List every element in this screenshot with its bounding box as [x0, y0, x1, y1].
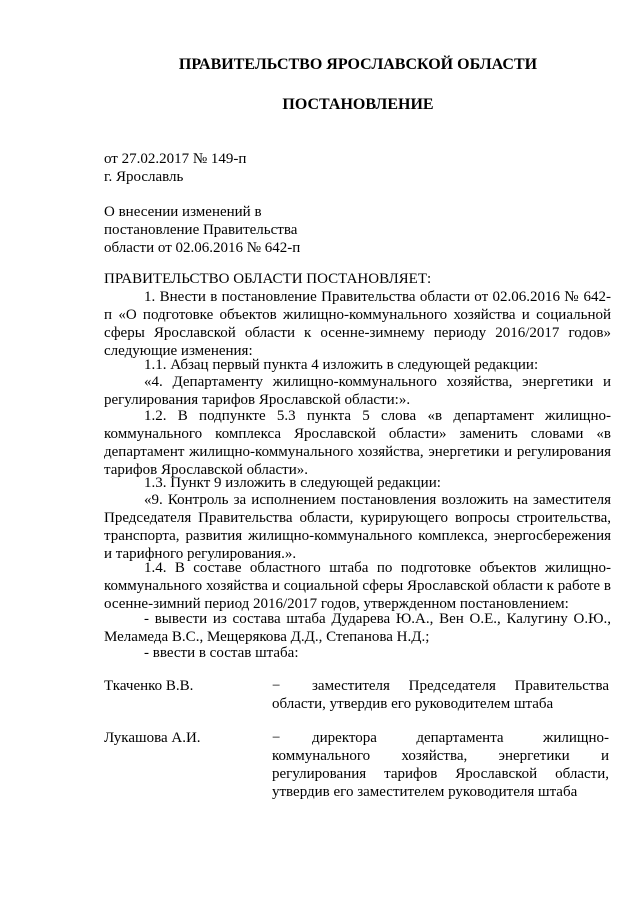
government-heading: ПРАВИТЕЛЬСТВО ЯРОСЛАВСКОЙ ОБЛАСТИ [178, 56, 538, 73]
paragraph-1: 1. Внести в постановление Правительства области от 02.06.2016 № 642-п «О подготовке объектов жилищно-коммунального хозяйства и социальной сферы Ярославской области к осенне-зимнему периоду 2016/2017 годов» следующие изменения: [104, 289, 611, 359]
date-number: от 27.02.2017 № 149-п [104, 151, 247, 167]
member-dash-1: − [272, 678, 281, 694]
paragraph-1-1: 1.1. Абзац первый пункта 4 изложить в следующей редакции: [144, 357, 539, 373]
member-name-2: Лукашова А.И. [104, 730, 201, 746]
remove-members: - вывести из состава штаба Дударева Ю.А., Вен О.Е., Калугину О.Ю., Меламеда В.С., Мещерякова Д.Д., Степанова Н.Д.; [104, 611, 611, 645]
document-type-heading: ПОСТАНОВЛЕНИЕ [282, 96, 434, 113]
member-name-1: Ткаченко В.В. [104, 678, 194, 694]
add-members: - ввести в состав штаба: [144, 645, 299, 661]
paragraph-1-4: 1.4. В составе областного штаба по подготовке объектов жилищно-коммунального хозяйства и социальной сферы Ярославской области к работе в осенне-зимний период 2016/2017 годов, утвержденном постановлением: [104, 560, 611, 612]
paragraph-1-1-text: «4. Департаменту жилищно-коммунального хозяйства, энергетики и регулирования тарифов Ярославской области:». [104, 374, 611, 408]
subject-line-2: постановление Правительства [104, 222, 298, 238]
city: г. Ярославль [104, 169, 184, 185]
member-dash-2: − [272, 730, 281, 746]
subject-line-3: области от 02.06.2016 № 642-п [104, 240, 301, 256]
paragraph-1-3: 1.3. Пункт 9 изложить в следующей редакции: [144, 475, 441, 491]
paragraph-1-3-text: «9. Контроль за исполнением постановления возложить на заместителя Председателя Правительства области, курирующего вопросы строительства, транспорта, развития жилищно-коммунального комплекса, энергосбережения и тарифного регулирования.». [104, 492, 611, 562]
member-role-1: заместителя Председателя Правительства области, утвердив его руководителем штаба [272, 678, 609, 712]
paragraph-1-2: 1.2. В подпункте 5.3 пункта 5 слова «в департамент жилищно-коммунального комплекса Ярославской области» заменить словами «в департамент жилищно-коммунального хозяйства, энергетики и регулирования тарифов Ярославской области». [104, 408, 611, 478]
subject-line-1: О внесении изменений в [104, 204, 262, 220]
member-role-2: директора департамента жилищно-коммунального хозяйства, энергетики и регулирования тарифов Ярославской области, утвердив его заместителем руководителя штаба [272, 730, 609, 800]
resolves-heading: ПРАВИТЕЛЬСТВО ОБЛАСТИ ПОСТАНОВЛЯЕТ: [104, 271, 432, 287]
